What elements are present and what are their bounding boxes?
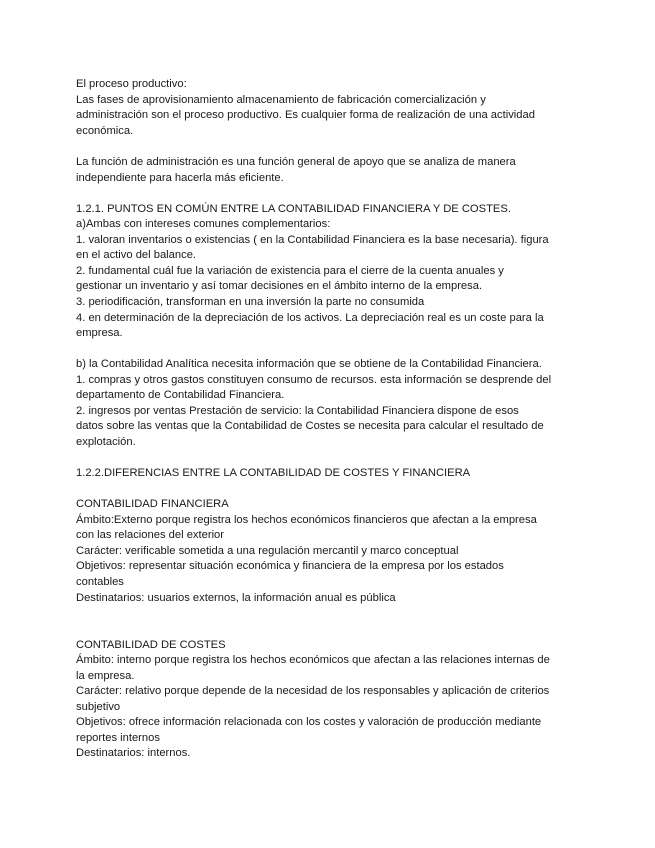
- body-line: empresa.: [76, 327, 123, 339]
- body-line: Destinatarios: usuarios externos, la información anual es pública: [76, 592, 396, 604]
- body-line: 3. periodificación, transforman en una inversión la parte no consumida: [76, 296, 425, 308]
- body-line: la empresa.: [76, 670, 135, 682]
- body-line: Ámbito:Externo porque registra los hechos económicos financieros que afectan a la empresa: [76, 514, 537, 526]
- intro-line: independiente para hacerla más eficiente.: [76, 172, 284, 184]
- body-line: 2. ingresos por ventas Prestación de servicio: la Contabilidad Financiera dispone de esos: [76, 405, 519, 417]
- body-line: datos sobre las ventas que la Contabilidad de Costes se necesita para calcular el resultado de: [76, 420, 544, 432]
- body-line: reportes internos: [76, 732, 160, 744]
- body-line: en el activo del balance.: [76, 249, 197, 261]
- body-line: Carácter: relativo porque depende de la necesidad de los responsables y aplicación de criterios: [76, 685, 550, 697]
- section-heading: 1.2.2.DIFERENCIAS ENTRE LA CONTABILIDAD DE COSTES Y FINANCIERA: [76, 467, 471, 479]
- body-line: con las relaciones del exterior: [76, 529, 224, 541]
- body-line: a)Ambas con intereses comunes complementarios:: [76, 218, 331, 230]
- body-line: Destinatarios: internos.: [76, 747, 191, 759]
- body-line: b) la Contabilidad Analítica necesita información que se obtiene de la Contabilidad Financiera.: [76, 358, 542, 370]
- intro-line: Las fases de aprovisionamiento almacenamiento de fabricación comercialización y: [76, 94, 486, 106]
- body-line: 1. valoran inventarios o existencias ( en la Contabilidad Financiera es la base necesaria). figura: [76, 234, 549, 246]
- intro-line: económica.: [76, 125, 134, 137]
- body-line: Carácter: verificable sometida a una regulación mercantil y marco conceptual: [76, 545, 459, 557]
- body-line: 1. compras y otros gastos constituyen consumo de recursos. esta información se desprende del: [76, 374, 552, 386]
- subsection-heading: CONTABILIDAD FINANCIERA: [76, 498, 229, 510]
- body-line: contables: [76, 576, 124, 588]
- section-heading: 1.2.1. PUNTOS EN COMÚN ENTRE LA CONTABILIDAD FINANCIERA Y DE COSTES.: [76, 203, 511, 215]
- body-line: Objetivos: ofrece información relacionada con los costes y valoración de producción mediante: [76, 716, 542, 728]
- intro-line: La función de administración es una función general de apoyo que se analiza de manera: [76, 156, 516, 168]
- subsection-heading: CONTABILIDAD DE COSTES: [76, 639, 226, 651]
- intro-line: administración son el proceso productivo. Es cualquier forma de realización de una actividad: [76, 109, 535, 121]
- body-line: 4. en determinación de la depreciación de los activos. La depreciación real es un coste para la: [76, 312, 544, 324]
- body-line: 2. fundamental cuál fue la variación de existencia para el cierre de la cuenta anuales y: [76, 265, 504, 277]
- body-line: gestionar un inventario y así tomar decisiones en el ámbito interno de la empresa.: [76, 280, 483, 292]
- body-line: Ámbito: interno porque registra los hechos económicos que afectan a las relaciones internas de: [76, 654, 550, 666]
- body-line: Objetivos: representar situación económica y financiera de la empresa por los estados: [76, 560, 504, 572]
- body-line: explotación.: [76, 436, 136, 448]
- body-line: departamento de Contabilidad Financiera.: [76, 389, 285, 401]
- intro-line: El proceso productivo:: [76, 78, 187, 90]
- body-line: subjetivo: [76, 701, 121, 713]
